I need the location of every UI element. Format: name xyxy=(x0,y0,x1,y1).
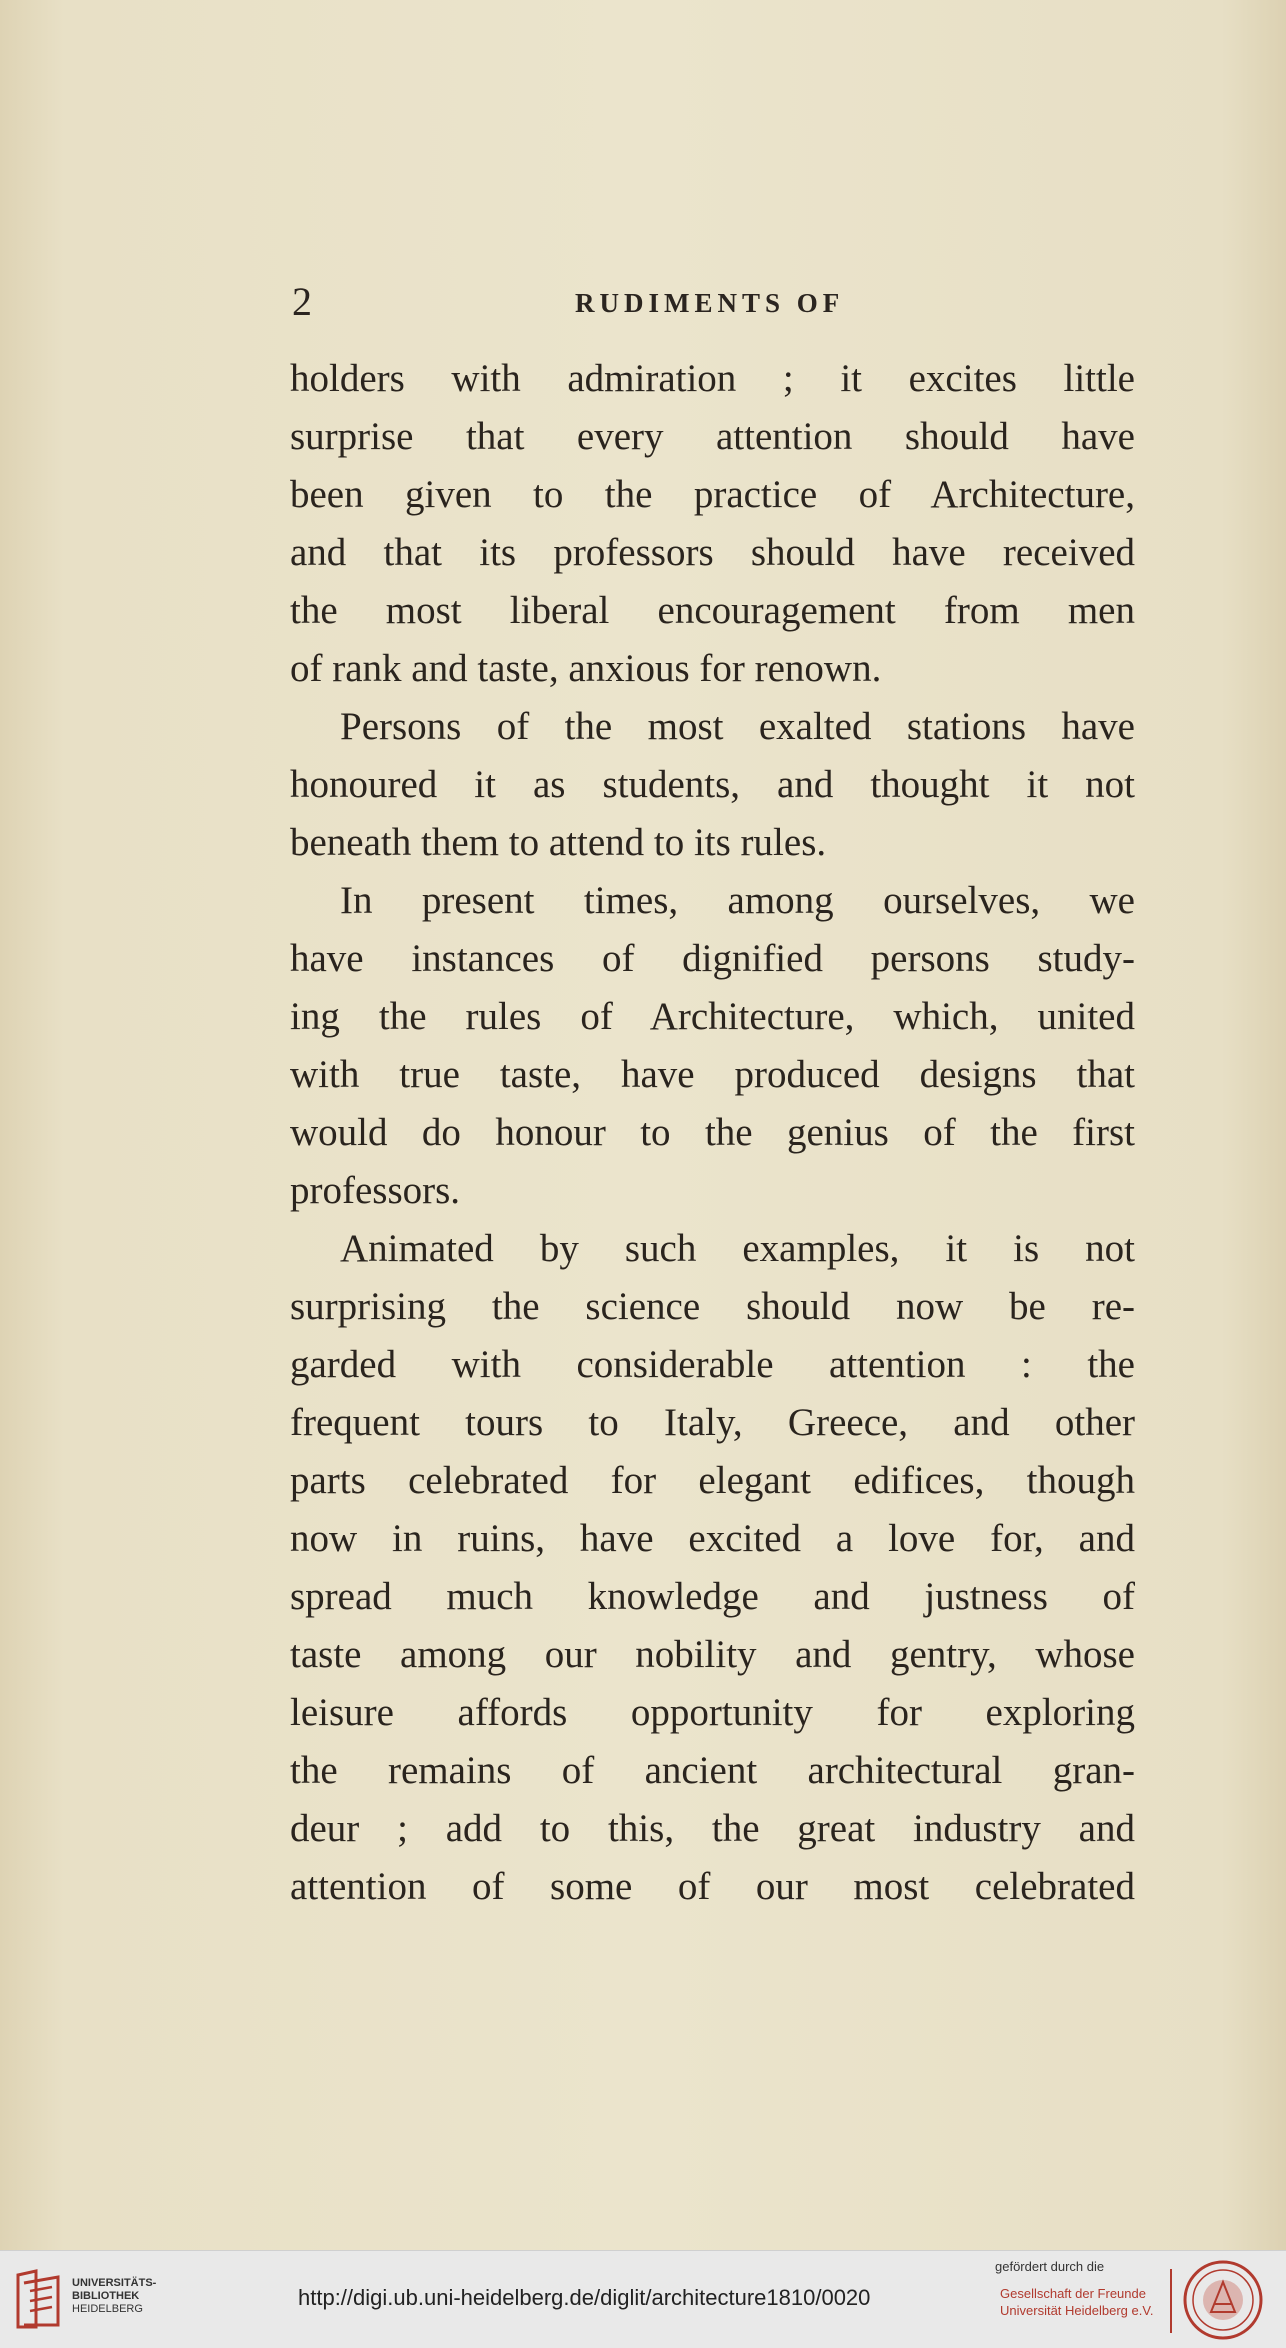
paragraph-4 xyxy=(290,1220,1135,1916)
text-line: ing the rules of Architecture, which, united xyxy=(290,995,1135,1038)
text-line: deur ; add to this, the great industry and xyxy=(290,1807,1135,1850)
text-line: parts celebrated for elegant edifices, though xyxy=(290,1459,1135,1502)
text-line: with true taste, have produced designs that xyxy=(290,1053,1135,1096)
paragraph-1 xyxy=(290,350,1135,698)
footer-divider xyxy=(1170,2269,1172,2333)
text-line: garded with considerable attention : the xyxy=(290,1343,1135,1386)
text-line: of rank and taste, anxious for renown. xyxy=(290,647,882,690)
paragraph-3 xyxy=(290,872,1135,1220)
text-line: attention of some of our most celebrated xyxy=(290,1865,1135,1908)
university-seal-icon xyxy=(1183,2260,1263,2340)
text-line: the remains of ancient architectural gran- xyxy=(290,1749,1135,1792)
text-line: In present times, among ourselves, we xyxy=(340,879,1135,922)
text-line: beneath them to attend to its rules. xyxy=(290,821,827,864)
text-line: now in ruins, have excited a love for, and xyxy=(290,1517,1135,1560)
library-logo-icon xyxy=(14,2269,62,2331)
text-line: have instances of dignified persons study- xyxy=(290,937,1135,980)
text-line: the most liberal encouragement from men xyxy=(290,589,1135,632)
sponsor-name: Gesellschaft der Freunde Universität Heidelberg e.V. xyxy=(1000,2286,1154,2318)
page-number: 2 xyxy=(292,279,312,324)
digitization-footer xyxy=(0,2250,1286,2348)
text-line: professors. xyxy=(290,1169,461,1212)
text-line: would do honour to the genius of the first xyxy=(290,1111,1135,1154)
library-name: UNIVERSITÄTS- BIBLIOTHEK HEIDELBERG xyxy=(72,2277,157,2315)
text-line: and that its professors should have received xyxy=(290,531,1135,574)
body-text xyxy=(290,350,1135,1916)
text-line: surprise that every attention should have xyxy=(290,415,1135,458)
text-line: frequent tours to Italy, Greece, and other xyxy=(290,1401,1135,1444)
running-title: RUDIMENTS OF xyxy=(575,288,845,318)
text-line: honoured it as students, and thought it not xyxy=(290,763,1135,806)
paragraph-2 xyxy=(290,698,1135,872)
text-line: Animated by such examples, it is not xyxy=(340,1227,1135,1270)
page-header xyxy=(292,278,1137,328)
text-line: spread much knowledge and justness of xyxy=(290,1575,1135,1618)
text-line: holders with admiration ; it excites little xyxy=(290,357,1135,400)
permalink-url[interactable]: http://digi.ub.uni-heidelberg.de/diglit/architecture1810/0020 xyxy=(298,2285,871,2310)
funded-by-label: gefördert durch die xyxy=(995,2259,1105,2274)
text-line: taste among our nobility and gentry, whose xyxy=(290,1633,1135,1676)
text-line: Persons of the most exalted stations have xyxy=(340,705,1135,748)
text-line: been given to the practice of Architecture, xyxy=(290,473,1135,516)
text-line: leisure affords opportunity for exploring xyxy=(290,1691,1135,1734)
text-line: surprising the science should now be re- xyxy=(290,1285,1135,1328)
